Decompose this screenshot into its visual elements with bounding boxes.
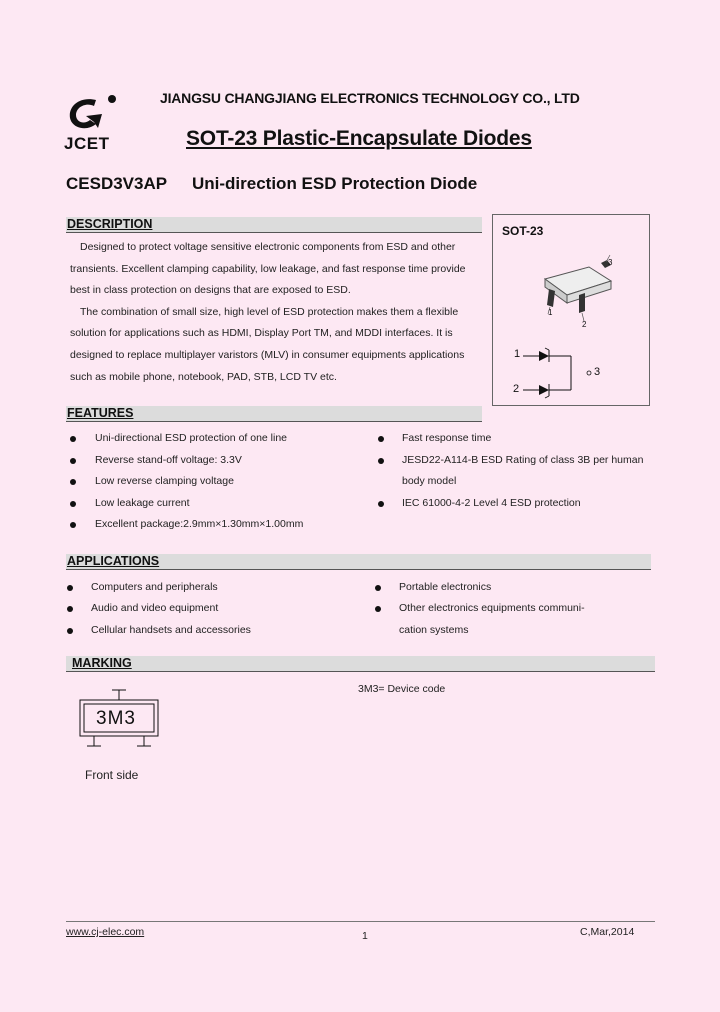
list-item: Uni-directional ESD protection of one line [95,432,288,444]
pin2-label: 2 [582,320,587,329]
bullet-icon [67,585,73,591]
package-title: SOT-23 [502,224,544,238]
bullet-icon [378,436,384,442]
bullet-icon [67,606,73,612]
bullet-icon [70,436,76,442]
list-item: Other electronics equipments communi- [399,602,585,614]
description-line: such as mobile phone, notebook, PAD, STB, LCD TV etc. [70,370,337,383]
description-heading: DESCRIPTION [66,217,482,233]
description-line: designed to replace multiplayer varistors (MLV) in consumer equipments applications [70,348,465,361]
list-item: Low leakage current [95,497,190,509]
marking-heading: MARKING [66,656,655,672]
page-title: SOT-23 Plastic-Encapsulate Diodes [186,127,532,150]
list-item: Low reverse clamping voltage [95,475,234,487]
part-subtitle: Uni-direction ESD Protection Diode [192,174,478,193]
list-item: Audio and video equipment [91,602,219,614]
pin1-label: 1 [548,308,553,317]
list-item: Cellular handsets and accessories [91,624,251,636]
description-text [70,237,466,388]
footer-divider [66,921,655,922]
bullet-icon [70,479,76,485]
marking-legend: 3M3= Device code [358,683,446,695]
jcet-logo-icon [62,92,124,136]
list-item: Reverse stand-off voltage: 3.3V [95,454,242,466]
company-name: JIANGSU CHANGJIANG ELECTRONICS TECHNOLOGY CO., LTD [160,90,580,106]
bullet-icon [70,501,76,507]
list-item: Excellent package:2.9mm×1.30mm×1.00mm [95,518,304,530]
list-item: IEC 61000-4-2 Level 4 ESD protection [402,497,581,509]
description-line: transients. Excellent clamping capability, low leakage, and fast response time provide [70,262,466,275]
footer-url-link[interactable]: www.cj-elec.com [66,926,145,938]
description-line: solution for applications such as HDMI, Display Port TM, and MDDI interfaces. It is [70,327,453,340]
page-number: 1 [362,930,368,942]
description-line: The combination of small size, high level of ESD protection makes them a flexible [80,305,459,318]
bullet-icon [70,522,76,528]
bullet-icon [67,628,73,634]
description-line: best in class protection on designs that are exposed to ESD. [70,284,351,297]
list-item: JESD22-A114-B ESD Rating of class 3B per human [402,454,644,466]
pin3-label: 3 [608,258,613,267]
list-item: Portable electronics [399,581,492,593]
schematic-pin2-label: 2 [513,383,520,395]
bullet-icon [378,458,384,464]
marking-caption: Front side [85,768,139,782]
bullet-icon [375,606,381,612]
part-number: CESD3V3AP [66,174,168,193]
schematic-pin1-label: 1 [514,348,521,360]
description-line: Designed to protect voltage sensitive electronic components from ESD and other [80,241,456,253]
logo-text: JCET [64,134,110,153]
sot23-package-icon [493,215,651,407]
list-item: Fast response time [402,432,492,444]
bullet-icon [70,458,76,464]
list-item: Computers and peripherals [91,581,218,593]
features-heading: FEATURES [66,406,482,422]
list-item: cation systems [399,624,469,636]
bullet-icon [375,585,381,591]
schematic-pin3-label: 3 [594,366,601,378]
marking-code: 3M3 [96,708,136,729]
bullet-icon [378,501,384,507]
footer-date: C,Mar,2014 [580,926,635,938]
package-box [492,214,650,406]
applications-heading: APPLICATIONS [66,554,651,570]
list-item: body model [402,475,457,487]
